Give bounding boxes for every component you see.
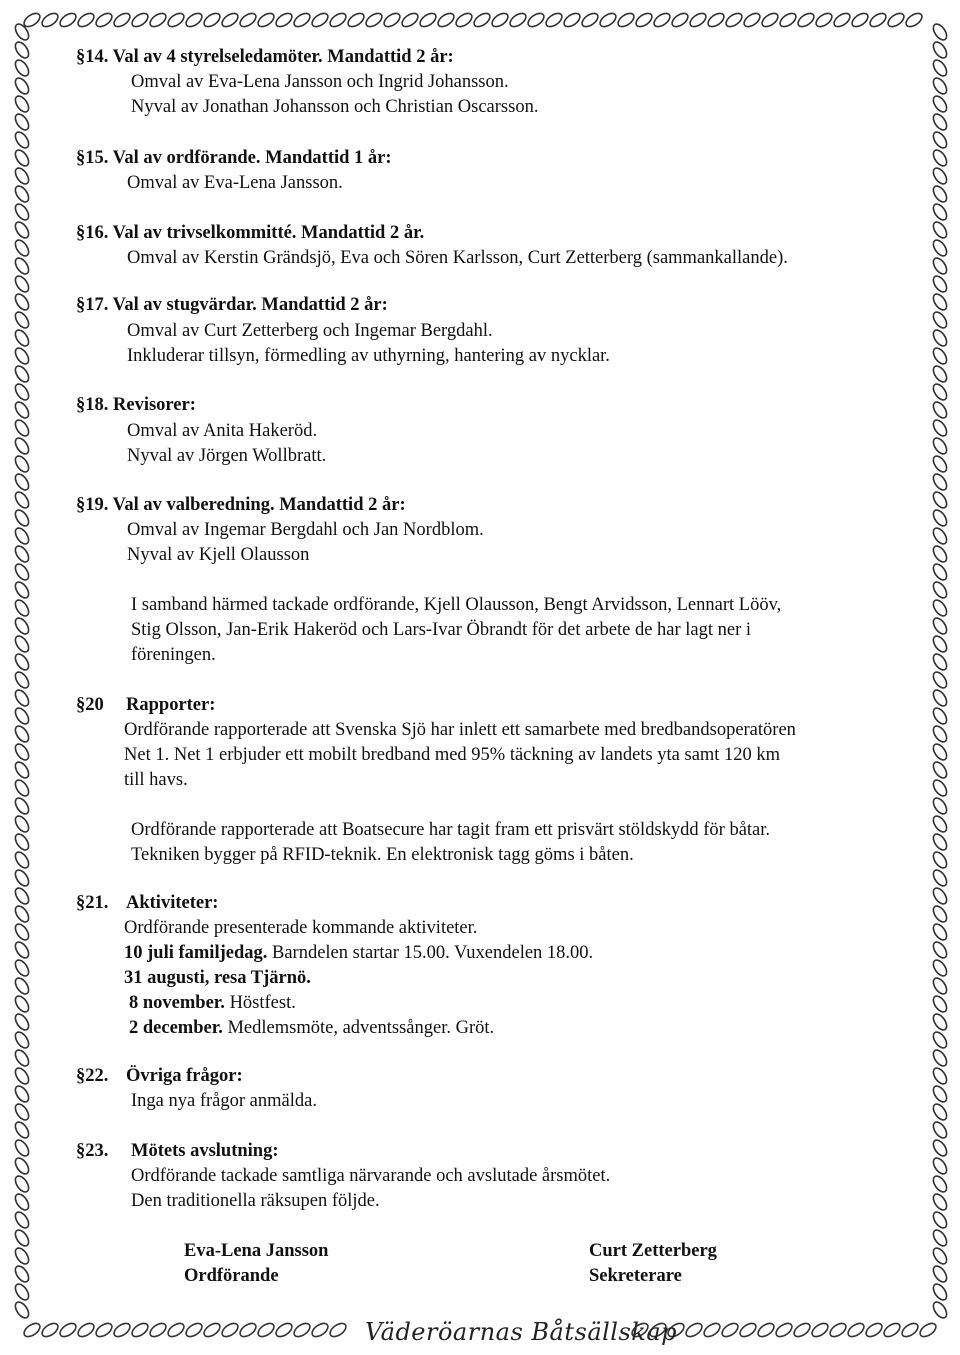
section-23-number: §23. — [76, 1141, 109, 1161]
signature-role: Ordförande — [184, 1266, 279, 1286]
section-22-number: §22. — [76, 1066, 109, 1086]
section-23-title: Mötets avslutning: — [131, 1141, 279, 1161]
section-20-number: §20 — [76, 695, 104, 715]
section-18-heading: §18. Revisorer: — [76, 395, 196, 415]
signature-role: Sekreterare — [589, 1266, 682, 1286]
thanks-paragraph-line: Stig Olsson, Jan-Erik Hakeröd och Lars-Ivar Öbrandt för det arbete de har lagt ner i — [131, 620, 752, 640]
event-date: 31 augusti, resa Tjärnö. — [124, 968, 311, 988]
event-text: Medlemsmöte, adventssånger. Gröt. — [222, 1018, 495, 1038]
section-17-line: Omval av Curt Zetterberg och Ingemar Bergdahl. — [127, 321, 493, 341]
section-23-line: Den traditionella räksupen följde. — [131, 1191, 380, 1211]
event-text: Barndelen startar 15.00. Vuxendelen 18.00. — [267, 943, 594, 963]
section-21-title: Aktiviteter: — [126, 893, 219, 913]
section-21-number: §21. — [76, 893, 109, 913]
event-item — [129, 992, 296, 1014]
event-date: 2 december. — [129, 1018, 223, 1038]
signature-name: Eva-Lena Jansson — [184, 1241, 329, 1261]
event-item — [124, 967, 311, 989]
section-19-line: Omval av Ingemar Bergdahl och Jan Nordblom. — [127, 520, 484, 540]
section-14-heading: §14. Val av 4 styrelseledamöter. Mandattid 2 år: — [76, 47, 454, 67]
section-23-line: Ordförande tackade samtliga närvarande och avslutade årsmötet. — [131, 1166, 611, 1186]
section-19-line: Nyval av Kjell Olausson — [127, 545, 310, 565]
event-item — [124, 942, 593, 964]
event-date: 8 november. — [129, 993, 225, 1013]
section-20-title: Rapporter: — [126, 695, 216, 715]
section-18-line: Nyval av Jörgen Wollbratt. — [127, 446, 327, 466]
thanks-paragraph-line: I samband härmed tackade ordförande, Kjell Olausson, Bengt Arvidsson, Lennart Lööv, — [131, 595, 782, 615]
event-date: 10 juli familjedag. — [124, 943, 268, 963]
section-17-heading: §17. Val av stugvärdar. Mandattid 2 år: — [76, 295, 388, 315]
section-16-heading: §16. Val av trivselkommitté. Mandattid 2 år. — [76, 223, 425, 243]
signature-name: Curt Zetterberg — [589, 1241, 717, 1261]
event-text: Höstfest. — [224, 993, 296, 1013]
thanks-paragraph-line: föreningen. — [131, 645, 216, 665]
section-14-line: Nyval av Jonathan Johansson och Christian Oscarsson. — [131, 97, 539, 117]
section-15-line: Omval av Eva-Lena Jansson. — [127, 173, 343, 193]
section-19-heading: §19. Val av valberedning. Mandattid 2 år: — [76, 495, 406, 515]
footer-club-name: Väderöarnas Båtsällskap — [365, 1318, 678, 1346]
section-20-line: Net 1. Net 1 erbjuder ett mobilt bredband med 95% täckning av landets yta samt 120 km — [124, 745, 781, 765]
section-20-line: till havs. — [124, 770, 188, 790]
section-22-line: Inga nya frågor anmälda. — [131, 1091, 317, 1111]
section-16-line: Omval av Kerstin Grändsjö, Eva och Sören Karlsson, Curt Zetterberg (sammankallande). — [127, 248, 788, 268]
section-20-line: Ordförande rapporterade att Boatsecure har tagit fram ett prisvärt stöldskydd för båtar. — [131, 820, 771, 840]
section-14-line: Omval av Eva-Lena Jansson och Ingrid Johansson. — [131, 72, 509, 92]
section-18-line: Omval av Anita Hakeröd. — [127, 421, 318, 441]
section-21-intro: Ordförande presenterade kommande aktiviteter. — [124, 918, 478, 938]
section-20-line: Ordförande rapporterade att Svenska Sjö har inlett ett samarbete med bredbandsoperatören — [124, 720, 796, 740]
event-item — [129, 1017, 494, 1039]
section-17-line: Inkluderar tillsyn, förmedling av uthyrning, hantering av nycklar. — [127, 346, 610, 366]
section-15-heading: §15. Val av ordförande. Mandattid 1 år: — [76, 148, 392, 168]
section-22-title: Övriga frågor: — [126, 1066, 243, 1086]
section-20-line: Tekniken bygger på RFID-teknik. En elektronisk tagg göms i båten. — [131, 845, 634, 865]
